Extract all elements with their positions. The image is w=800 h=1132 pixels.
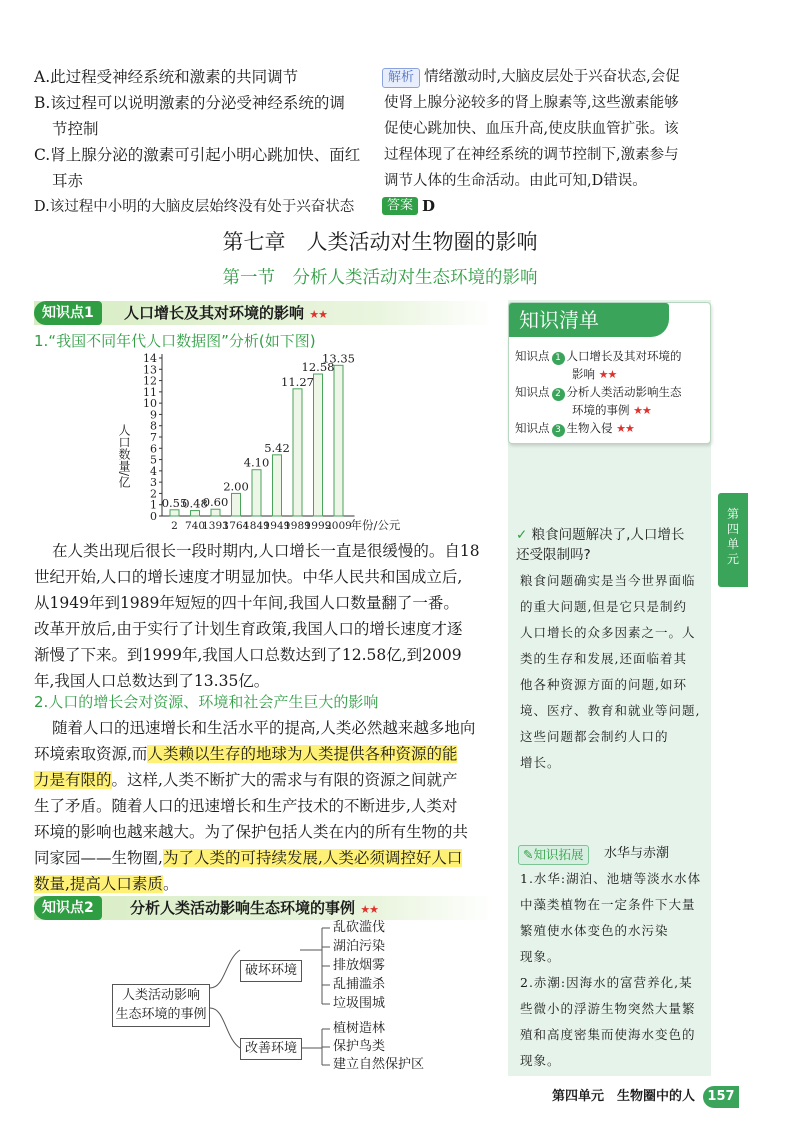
paragraph-line: 世纪开始,人口的增长速度才明显加快。中华人民共和国成立后, bbox=[34, 568, 463, 586]
knowledge-list-card bbox=[508, 302, 711, 444]
x-tick-label: 1999 bbox=[304, 520, 332, 532]
y-tick-label: 2 bbox=[150, 487, 157, 501]
x-tick-label: 1989 bbox=[284, 520, 311, 532]
y-tick-label: 14 bbox=[143, 352, 157, 365]
highlight: 人类赖以生存的地球为人类提供各种资源的能 bbox=[147, 745, 458, 763]
question-answer-line: 粮食问题确实是当今世界面临 bbox=[520, 573, 696, 588]
option-d: D.该过程中小明的大脑皮层始终没有处于兴奋状态 bbox=[34, 199, 355, 215]
tree-leaf: 保护鸟类 bbox=[333, 1039, 386, 1054]
x-tick-label: 2 bbox=[171, 520, 178, 532]
x-tick-label: 1764 bbox=[222, 520, 250, 532]
question-title-cont: 还受限制吗? bbox=[516, 547, 591, 563]
extension-line: 殖和高度密集而使海水变色的 bbox=[520, 1027, 696, 1042]
highlight: 力是有限的 bbox=[34, 771, 112, 789]
extension-icon: ✎ bbox=[523, 847, 534, 862]
kp1-subheading-2: 2.人口的增长会对资源、环境和社会产生巨大的影响 bbox=[34, 693, 379, 711]
bar bbox=[232, 493, 241, 516]
bar-value-label: 0.48 bbox=[182, 496, 208, 511]
tree-branch-destroy: 破坏环境 bbox=[240, 960, 302, 982]
question-answer-line: 他各种资源方面的问题,如环 bbox=[520, 677, 687, 692]
knowledge-list-item: 知识点 2 分析人类活动影响生态 bbox=[515, 385, 682, 399]
analysis-line: 促使心跳加快、血压升高,使皮肤血管扩张。该 bbox=[384, 121, 679, 137]
option-b-cont: 节控制 bbox=[52, 120, 99, 138]
y-tick-label: 7 bbox=[150, 431, 157, 444]
extension-line: 2.赤潮:因海水的富营养化,某 bbox=[520, 975, 693, 990]
knowledge-list-item-cont: 影响 ★★ bbox=[572, 367, 617, 381]
tree-branch-improve: 改善环境 bbox=[240, 1038, 302, 1060]
kp1-subheading-1: 1.“我国不同年代人口数据图”分析(如下图) bbox=[34, 332, 316, 350]
connector-line bbox=[322, 1029, 330, 1065]
bar bbox=[334, 365, 343, 516]
knowledge-list-item: 知识点 3 生物入侵 ★★ bbox=[515, 421, 634, 435]
bar bbox=[191, 511, 200, 516]
kp1-header bbox=[34, 301, 494, 325]
paragraph-line: 数量,提高人口素质。 bbox=[34, 875, 179, 893]
option-c: C.肾上腺分泌的激素可引起小明心跳加快、面红 bbox=[34, 146, 361, 164]
population-bar-chart bbox=[110, 352, 410, 534]
extension-line: 些微小的浮游生物突然大量繁 bbox=[520, 1001, 696, 1016]
bar-value-label: 12.58 bbox=[301, 360, 335, 375]
bar-value-label: 2.00 bbox=[223, 479, 249, 494]
extension-line: 繁殖使水体变色的水污染 bbox=[520, 923, 669, 938]
bar-value-label: 0.55 bbox=[161, 495, 188, 510]
answer-value: D bbox=[422, 197, 436, 215]
extension-line: 1.水华:湖泊、池塘等淡水水体 bbox=[520, 871, 702, 886]
difficulty-stars: ★★ bbox=[309, 308, 327, 321]
paragraph-line: 力是有限的。这样,人类不断扩大的需求与有限的资源之间就产 bbox=[34, 771, 458, 789]
bar-value-label: 0.60 bbox=[202, 495, 229, 510]
page-number: 157 bbox=[703, 1086, 739, 1108]
extension-line: 中藻类植物在一定条件下大量 bbox=[520, 897, 696, 912]
y-axis-label: 人口数量/亿 bbox=[117, 424, 131, 489]
y-tick-label: 0 bbox=[150, 510, 157, 523]
kp1-badge: 知识点1 bbox=[34, 301, 102, 325]
knowledge-list-item-cont: 环境的事例 ★★ bbox=[572, 403, 651, 417]
tree-leaf: 湖泊污染 bbox=[333, 939, 386, 954]
analysis-tag: 解析 bbox=[382, 68, 420, 88]
knowledge-list-title: 知识清单 bbox=[509, 303, 669, 337]
y-tick-label: 12 bbox=[143, 374, 157, 388]
connector-line bbox=[210, 950, 240, 988]
answer-tag: 答案 bbox=[382, 197, 418, 215]
option-a: A.此过程受神经系统和激素的共同调节 bbox=[34, 68, 299, 86]
x-tick-label: 1393 bbox=[202, 520, 229, 532]
kp2-badge: 知识点2 bbox=[34, 896, 102, 920]
paragraph-line: 生了矛盾。随着人口的迅速增长和生产技术的不断进步,人类对 bbox=[34, 797, 458, 815]
bar-value-label: 4.10 bbox=[243, 455, 270, 470]
unit-side-tab: 第四单元 bbox=[718, 493, 748, 587]
tree-leaf: 植树造林 bbox=[333, 1021, 386, 1036]
paragraph-line: 随着人口的迅速增长和生活水平的提高,人类必然越来越多地向 bbox=[52, 719, 476, 737]
extension-tag: ✎知识拓展 bbox=[518, 845, 589, 865]
y-tick-label: 8 bbox=[150, 419, 157, 433]
tree-root: 人类活动影响 生态环境的事例 bbox=[112, 984, 210, 1027]
connector-line bbox=[210, 1008, 240, 1048]
y-tick-label: 5 bbox=[150, 453, 157, 467]
analysis-line: 使肾上腺分泌较多的肾上腺素等,这些激素能够 bbox=[384, 95, 679, 111]
kp2-title: 分析人类活动影响生态环境的事例 ★★ bbox=[130, 899, 378, 917]
y-tick-label: 1 bbox=[150, 498, 157, 512]
y-tick-label: 9 bbox=[150, 408, 157, 422]
tree-leaf: 垃圾围城 bbox=[333, 996, 386, 1011]
x-tick-label: 1949 bbox=[263, 520, 291, 532]
y-tick-label: 6 bbox=[150, 442, 157, 456]
question-answer-line: 增长。 bbox=[520, 755, 561, 770]
chapter-title: 第七章 人类活动对生物圈的影响 bbox=[222, 230, 538, 254]
question-answer-line: 的重大问题,但是它只是制约 bbox=[520, 599, 687, 614]
highlight: 为了人类的可持续发展,人类必须调控好人口 bbox=[162, 849, 463, 867]
question-answer-line: 人口增长的众多因素之一。人 bbox=[520, 625, 696, 640]
knowledge-list-item: 知识点 1 人口增长及其对环境的 bbox=[515, 349, 682, 363]
analysis-line: 情绪激动时,大脑皮层处于兴奋状态,会促 bbox=[424, 69, 680, 85]
extension-line: 现象。 bbox=[520, 1053, 561, 1068]
question-answer-line: 这些问题都会制约人口的 bbox=[520, 729, 669, 744]
bar-value-label: 13.35 bbox=[322, 352, 355, 366]
connector-line bbox=[322, 928, 330, 1004]
bar bbox=[211, 509, 220, 516]
bar bbox=[314, 374, 323, 516]
paragraph-line: 环境索取资源,而人类赖以生存的地球为人类提供各种资源的能 bbox=[34, 745, 458, 763]
bar-value-label: 5.42 bbox=[264, 440, 290, 455]
kp1-title: 人口增长及其对环境的影响 ★★ bbox=[124, 304, 327, 322]
tree-leaf: 乱捕滥杀 bbox=[333, 977, 386, 992]
tree-leaf: 乱砍滥伐 bbox=[333, 920, 386, 935]
paragraph-line: 年,我国人口总数达到了13.35亿。 bbox=[34, 672, 270, 690]
extension-line: 现象。 bbox=[520, 949, 561, 964]
question-answer-line: 类的生存和发展,还面临着其 bbox=[520, 651, 687, 666]
extension-title: 水华与赤潮 bbox=[604, 846, 670, 861]
x-axis-label: 年份/公元 bbox=[350, 518, 401, 532]
difficulty-stars: ★★ bbox=[360, 903, 378, 916]
y-tick-label: 13 bbox=[143, 363, 157, 377]
option-b: B.该过程可以说明激素的分泌受神经系统的调 bbox=[34, 94, 345, 112]
analysis-line: 调节人体的生命活动。由此可知,D错误。 bbox=[384, 173, 647, 189]
question-title: ✓ 粮食问题解决了,人口增长 bbox=[516, 527, 685, 543]
x-tick-label: 740 bbox=[184, 520, 206, 532]
paragraph-line: 从1949年到1989年短短的四十年间,我国人口数量翻了一番。 bbox=[34, 594, 459, 612]
bar bbox=[170, 510, 179, 516]
paragraph-line: 改革开放后,由于实行了计划生育政策,我国人口的增长速度才逐 bbox=[34, 620, 463, 638]
bar bbox=[273, 455, 282, 516]
section-title: 第一节 分析人类活动对生态环境的影响 bbox=[222, 268, 538, 288]
y-tick-label: 4 bbox=[150, 464, 157, 478]
y-tick-label: 10 bbox=[143, 397, 157, 411]
y-tick-label: 11 bbox=[143, 385, 157, 399]
analysis-line: 过程体现了在神经系统的调节控制下,激素参与 bbox=[384, 147, 679, 163]
paragraph-line: 渐慢了下来。到1999年,我国人口总数达到了12.58亿,到2009 bbox=[34, 646, 462, 664]
x-tick-label: 1849 bbox=[243, 520, 270, 532]
check-icon: ✓ bbox=[516, 527, 528, 543]
option-c-cont: 耳赤 bbox=[52, 172, 84, 190]
highlight: 数量,提高人口素质 bbox=[34, 875, 163, 893]
kp2-header bbox=[34, 896, 494, 920]
bar-value-label: 11.27 bbox=[281, 374, 314, 389]
tree-leaf: 建立自然保护区 bbox=[333, 1057, 425, 1072]
paragraph-line: 环境的影响也越来越大。为了保护包括人类在内的所有生物的共 bbox=[34, 823, 469, 841]
paragraph-line: 在人类出现后很长一段时期内,人口增长一直是很缓慢的。自18 bbox=[52, 542, 480, 560]
footer-unit: 第四单元 生物圈中的人 bbox=[552, 1089, 696, 1104]
paragraph-line: 同家园——生物圈,为了人类的可持续发展,人类必须调控好人口 bbox=[34, 849, 463, 867]
question-answer-line: 境、医疗、教育和就业等问题, bbox=[520, 703, 701, 718]
x-tick-label: 2009 bbox=[325, 520, 352, 532]
bar bbox=[293, 389, 302, 516]
bar bbox=[252, 470, 261, 516]
y-tick-label: 3 bbox=[150, 476, 157, 490]
tree-leaf: 排放烟雾 bbox=[333, 958, 386, 973]
